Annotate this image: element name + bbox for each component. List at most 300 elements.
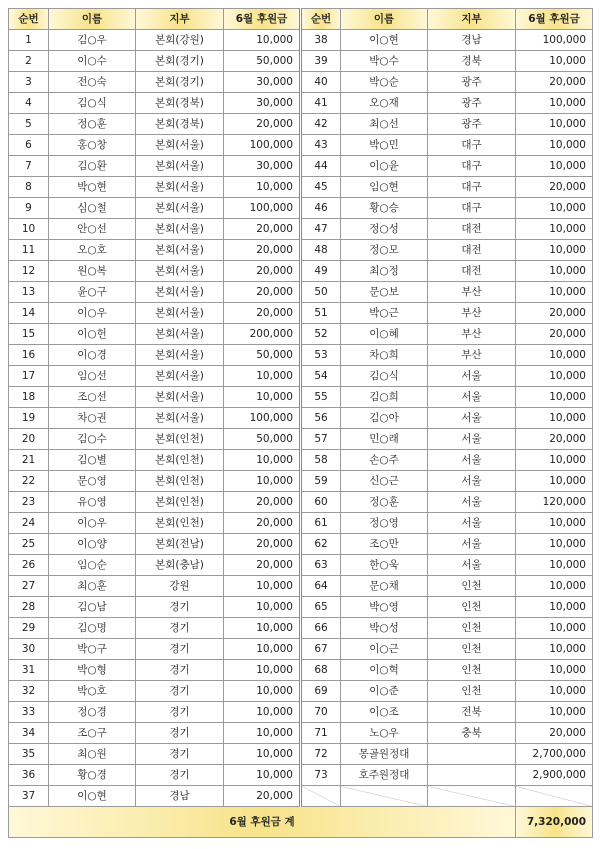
row-name: 차○권 xyxy=(49,408,136,429)
row-name: 정○훈 xyxy=(49,114,136,135)
header-no-right: 순번 xyxy=(301,9,341,30)
row-no: 36 xyxy=(9,765,49,786)
row-no: 38 xyxy=(301,30,341,51)
row-branch: 본회(서울) xyxy=(136,261,224,282)
row-branch: 본회(인천) xyxy=(136,492,224,513)
row-no: 21 xyxy=(9,450,49,471)
row-name: 이○혜 xyxy=(341,324,428,345)
row-amount: 30,000 xyxy=(224,156,301,177)
row-amount: 30,000 xyxy=(224,72,301,93)
row-name: 손○주 xyxy=(341,450,428,471)
row-name: 이○수 xyxy=(49,51,136,72)
table-row xyxy=(9,261,593,282)
row-no-empty xyxy=(301,786,341,807)
table-row xyxy=(9,471,593,492)
row-amount: 10,000 xyxy=(516,660,593,681)
row-branch: 본회(충남) xyxy=(136,555,224,576)
row-branch: 서울 xyxy=(428,534,516,555)
table-row xyxy=(9,135,593,156)
row-branch: 본회(서울) xyxy=(136,282,224,303)
row-no: 63 xyxy=(301,555,341,576)
row-amount: 20,000 xyxy=(516,72,593,93)
row-branch: 본회(서울) xyxy=(136,240,224,261)
table-row xyxy=(9,51,593,72)
row-amount: 200,000 xyxy=(224,324,301,345)
row-branch: 대전 xyxy=(428,219,516,240)
row-amount: 10,000 xyxy=(516,513,593,534)
table-row xyxy=(9,618,593,639)
row-branch: 서울 xyxy=(428,408,516,429)
row-no: 26 xyxy=(9,555,49,576)
row-no: 28 xyxy=(9,597,49,618)
row-name: 이○근 xyxy=(341,639,428,660)
row-amount: 2,700,000 xyxy=(516,744,593,765)
row-branch: 본회(서울) xyxy=(136,219,224,240)
row-no: 47 xyxy=(301,219,341,240)
row-amount: 10,000 xyxy=(224,618,301,639)
row-no: 64 xyxy=(301,576,341,597)
row-amount: 10,000 xyxy=(224,765,301,786)
row-name: 김○식 xyxy=(49,93,136,114)
row-branch: 인천 xyxy=(428,618,516,639)
row-amount: 120,000 xyxy=(516,492,593,513)
row-branch: 서울 xyxy=(428,450,516,471)
row-no: 3 xyxy=(9,72,49,93)
row-amount: 10,000 xyxy=(224,471,301,492)
row-branch: 경기 xyxy=(136,660,224,681)
table-row xyxy=(9,534,593,555)
row-no: 61 xyxy=(301,513,341,534)
row-name: 안○선 xyxy=(49,219,136,240)
row-name: 황○승 xyxy=(341,198,428,219)
row-amount: 50,000 xyxy=(224,345,301,366)
row-name: 김○우 xyxy=(49,30,136,51)
table-row xyxy=(9,219,593,240)
row-branch: 본회(인천) xyxy=(136,429,224,450)
row-no: 37 xyxy=(9,786,49,807)
row-no: 67 xyxy=(301,639,341,660)
table-row xyxy=(9,324,593,345)
row-no: 53 xyxy=(301,345,341,366)
row-no: 1 xyxy=(9,30,49,51)
row-amount: 20,000 xyxy=(516,177,593,198)
row-no: 40 xyxy=(301,72,341,93)
row-amount: 10,000 xyxy=(516,240,593,261)
row-name: 임○현 xyxy=(341,177,428,198)
row-no: 32 xyxy=(9,681,49,702)
row-name: 홍○창 xyxy=(49,135,136,156)
row-name: 박○영 xyxy=(341,597,428,618)
table-row xyxy=(9,576,593,597)
row-no: 12 xyxy=(9,261,49,282)
row-branch: 대구 xyxy=(428,198,516,219)
row-branch: 경기 xyxy=(136,681,224,702)
row-amount: 10,000 xyxy=(516,681,593,702)
row-branch: 서울 xyxy=(428,471,516,492)
row-branch: 경기 xyxy=(136,597,224,618)
row-name: 임○순 xyxy=(49,555,136,576)
row-name: 오○재 xyxy=(341,93,428,114)
row-amount: 20,000 xyxy=(224,282,301,303)
row-branch: 본회(서울) xyxy=(136,387,224,408)
row-branch: 본회(서울) xyxy=(136,177,224,198)
row-amount-empty xyxy=(516,786,593,807)
row-no: 59 xyxy=(301,471,341,492)
row-name: 조○만 xyxy=(341,534,428,555)
table-row xyxy=(9,765,593,786)
row-amount: 10,000 xyxy=(224,597,301,618)
row-name: 차○희 xyxy=(341,345,428,366)
row-no: 58 xyxy=(301,450,341,471)
row-name: 박○성 xyxy=(341,618,428,639)
row-amount: 10,000 xyxy=(224,660,301,681)
row-amount: 10,000 xyxy=(516,156,593,177)
row-name: 김○식 xyxy=(341,366,428,387)
row-name: 최○선 xyxy=(341,114,428,135)
row-no: 56 xyxy=(301,408,341,429)
table-row xyxy=(9,744,593,765)
row-no: 44 xyxy=(301,156,341,177)
table-row xyxy=(9,198,593,219)
row-branch: 본회(서울) xyxy=(136,303,224,324)
row-branch: 대전 xyxy=(428,261,516,282)
row-no: 62 xyxy=(301,534,341,555)
row-branch-empty xyxy=(428,786,516,807)
row-amount: 10,000 xyxy=(516,576,593,597)
header-branch-left: 지부 xyxy=(136,9,224,30)
table-row xyxy=(9,786,593,807)
table-row xyxy=(9,681,593,702)
row-branch: 경기 xyxy=(136,765,224,786)
row-name: 김○희 xyxy=(341,387,428,408)
row-no: 54 xyxy=(301,366,341,387)
row-branch xyxy=(428,744,516,765)
row-amount: 10,000 xyxy=(516,282,593,303)
row-branch: 경남 xyxy=(136,786,224,807)
row-branch: 강원 xyxy=(136,576,224,597)
row-no: 25 xyxy=(9,534,49,555)
row-branch: 광주 xyxy=(428,114,516,135)
row-amount: 10,000 xyxy=(516,345,593,366)
header-name-right: 이름 xyxy=(341,9,428,30)
row-branch: 본회(서울) xyxy=(136,324,224,345)
row-no: 23 xyxy=(9,492,49,513)
row-no: 51 xyxy=(301,303,341,324)
row-no: 68 xyxy=(301,660,341,681)
row-no: 15 xyxy=(9,324,49,345)
row-branch: 서울 xyxy=(428,492,516,513)
row-name: 이○경 xyxy=(49,345,136,366)
row-branch: 본회(인천) xyxy=(136,471,224,492)
row-amount: 10,000 xyxy=(516,198,593,219)
row-amount: 10,000 xyxy=(516,51,593,72)
row-amount: 10,000 xyxy=(516,219,593,240)
row-branch: 대구 xyxy=(428,156,516,177)
table-row xyxy=(9,366,593,387)
row-branch: 경기 xyxy=(136,744,224,765)
row-name: 박○구 xyxy=(49,639,136,660)
row-no: 27 xyxy=(9,576,49,597)
row-branch: 본회(서울) xyxy=(136,156,224,177)
row-name: 이○양 xyxy=(49,534,136,555)
row-no: 31 xyxy=(9,660,49,681)
row-name: 박○현 xyxy=(49,177,136,198)
row-name: 최○정 xyxy=(341,261,428,282)
row-amount: 20,000 xyxy=(516,324,593,345)
table-row xyxy=(9,282,593,303)
row-branch: 대구 xyxy=(428,135,516,156)
row-amount: 100,000 xyxy=(516,30,593,51)
row-no: 69 xyxy=(301,681,341,702)
row-amount: 30,000 xyxy=(224,93,301,114)
row-name: 김○명 xyxy=(49,618,136,639)
row-name: 박○민 xyxy=(341,135,428,156)
header-row xyxy=(9,9,593,30)
row-name: 박○수 xyxy=(341,51,428,72)
row-name: 한○욱 xyxy=(341,555,428,576)
row-name: 정○경 xyxy=(49,702,136,723)
total-label: 6월 후원금 계 xyxy=(9,807,516,838)
row-amount: 10,000 xyxy=(224,177,301,198)
row-name: 김○남 xyxy=(49,597,136,618)
row-amount: 20,000 xyxy=(224,513,301,534)
row-name: 전○숙 xyxy=(49,72,136,93)
row-amount: 100,000 xyxy=(224,198,301,219)
row-name: 유○영 xyxy=(49,492,136,513)
row-branch: 경남 xyxy=(428,30,516,51)
row-branch: 본회(경기) xyxy=(136,72,224,93)
row-amount: 50,000 xyxy=(224,429,301,450)
row-name: 몽골원정대 xyxy=(341,744,428,765)
row-amount: 20,000 xyxy=(224,219,301,240)
row-no: 19 xyxy=(9,408,49,429)
row-name: 이○윤 xyxy=(341,156,428,177)
row-no: 55 xyxy=(301,387,341,408)
row-no: 45 xyxy=(301,177,341,198)
row-amount: 10,000 xyxy=(224,387,301,408)
table-row xyxy=(9,408,593,429)
row-amount: 10,000 xyxy=(224,744,301,765)
row-no: 57 xyxy=(301,429,341,450)
row-no: 6 xyxy=(9,135,49,156)
row-no: 46 xyxy=(301,198,341,219)
row-branch: 본회(인천) xyxy=(136,513,224,534)
header-amount-right: 6월 후원금 xyxy=(516,9,593,30)
row-amount: 10,000 xyxy=(224,681,301,702)
row-name: 정○훈 xyxy=(341,492,428,513)
row-no: 14 xyxy=(9,303,49,324)
row-branch: 본회(서울) xyxy=(136,345,224,366)
row-amount: 10,000 xyxy=(516,135,593,156)
row-amount: 20,000 xyxy=(516,723,593,744)
row-branch: 전북 xyxy=(428,702,516,723)
row-name: 심○철 xyxy=(49,198,136,219)
row-branch: 인천 xyxy=(428,639,516,660)
row-name: 원○복 xyxy=(49,261,136,282)
row-name: 박○호 xyxy=(49,681,136,702)
row-amount: 10,000 xyxy=(224,702,301,723)
row-branch: 부산 xyxy=(428,324,516,345)
row-branch xyxy=(428,765,516,786)
total-row xyxy=(9,807,593,838)
row-name: 황○경 xyxy=(49,765,136,786)
table-row xyxy=(9,723,593,744)
row-no: 9 xyxy=(9,198,49,219)
row-no: 17 xyxy=(9,366,49,387)
row-amount: 20,000 xyxy=(224,114,301,135)
row-branch: 경기 xyxy=(136,702,224,723)
row-no: 39 xyxy=(301,51,341,72)
row-branch: 부산 xyxy=(428,282,516,303)
table-row xyxy=(9,555,593,576)
row-amount: 100,000 xyxy=(224,135,301,156)
table-row xyxy=(9,240,593,261)
row-amount: 10,000 xyxy=(516,93,593,114)
row-name: 노○우 xyxy=(341,723,428,744)
row-amount: 10,000 xyxy=(516,639,593,660)
table-row xyxy=(9,114,593,135)
row-no: 20 xyxy=(9,429,49,450)
row-branch: 본회(전남) xyxy=(136,534,224,555)
row-branch: 부산 xyxy=(428,345,516,366)
row-amount: 10,000 xyxy=(516,555,593,576)
row-name: 박○순 xyxy=(341,72,428,93)
row-no: 72 xyxy=(301,744,341,765)
row-branch: 경기 xyxy=(136,618,224,639)
row-branch: 부산 xyxy=(428,303,516,324)
table-row xyxy=(9,303,593,324)
row-name: 최○훈 xyxy=(49,576,136,597)
header-name-left: 이름 xyxy=(49,9,136,30)
row-name: 조○구 xyxy=(49,723,136,744)
row-branch: 본회(서울) xyxy=(136,135,224,156)
row-name: 조○선 xyxy=(49,387,136,408)
row-no: 60 xyxy=(301,492,341,513)
row-name: 이○우 xyxy=(49,513,136,534)
table-row xyxy=(9,156,593,177)
row-branch: 인천 xyxy=(428,681,516,702)
row-no: 41 xyxy=(301,93,341,114)
total-value: 7,320,000 xyxy=(516,807,593,838)
row-branch: 광주 xyxy=(428,72,516,93)
row-no: 29 xyxy=(9,618,49,639)
row-name: 이○혁 xyxy=(341,660,428,681)
header-no-left: 순번 xyxy=(9,9,49,30)
row-branch: 본회(경북) xyxy=(136,93,224,114)
row-amount: 20,000 xyxy=(224,555,301,576)
row-no: 11 xyxy=(9,240,49,261)
row-amount: 20,000 xyxy=(224,492,301,513)
row-no: 52 xyxy=(301,324,341,345)
row-branch: 인천 xyxy=(428,576,516,597)
row-amount: 10,000 xyxy=(224,576,301,597)
row-amount: 10,000 xyxy=(516,471,593,492)
header-branch-right: 지부 xyxy=(428,9,516,30)
table-row xyxy=(9,387,593,408)
row-branch: 본회(경북) xyxy=(136,114,224,135)
row-branch: 서울 xyxy=(428,366,516,387)
row-amount: 10,000 xyxy=(516,450,593,471)
row-amount: 10,000 xyxy=(516,702,593,723)
row-no: 66 xyxy=(301,618,341,639)
row-no: 22 xyxy=(9,471,49,492)
row-name: 정○영 xyxy=(341,513,428,534)
row-no: 16 xyxy=(9,345,49,366)
row-branch: 서울 xyxy=(428,429,516,450)
row-amount: 20,000 xyxy=(516,429,593,450)
row-branch: 인천 xyxy=(428,660,516,681)
row-name: 정○성 xyxy=(341,219,428,240)
row-amount: 10,000 xyxy=(224,723,301,744)
row-name: 박○형 xyxy=(49,660,136,681)
table-row xyxy=(9,492,593,513)
row-no: 43 xyxy=(301,135,341,156)
table-row xyxy=(9,429,593,450)
row-name: 박○근 xyxy=(341,303,428,324)
donation-table xyxy=(8,8,593,838)
row-branch: 인천 xyxy=(428,597,516,618)
row-name: 최○원 xyxy=(49,744,136,765)
row-amount: 20,000 xyxy=(224,534,301,555)
row-no: 8 xyxy=(9,177,49,198)
row-branch: 충북 xyxy=(428,723,516,744)
row-amount: 10,000 xyxy=(224,366,301,387)
row-branch: 경기 xyxy=(136,723,224,744)
row-no: 18 xyxy=(9,387,49,408)
donation-table-container xyxy=(8,8,592,838)
row-branch: 대전 xyxy=(428,240,516,261)
row-no: 2 xyxy=(9,51,49,72)
row-name: 문○영 xyxy=(49,471,136,492)
row-name: 이○우 xyxy=(49,303,136,324)
row-no: 48 xyxy=(301,240,341,261)
row-amount: 20,000 xyxy=(224,303,301,324)
row-name: 김○별 xyxy=(49,450,136,471)
row-name: 윤○구 xyxy=(49,282,136,303)
table-row xyxy=(9,450,593,471)
row-no: 4 xyxy=(9,93,49,114)
row-amount: 50,000 xyxy=(224,51,301,72)
row-branch: 대구 xyxy=(428,177,516,198)
row-no: 5 xyxy=(9,114,49,135)
row-amount: 10,000 xyxy=(516,534,593,555)
row-branch: 경북 xyxy=(428,51,516,72)
table-row xyxy=(9,72,593,93)
row-name: 신○근 xyxy=(341,471,428,492)
table-row xyxy=(9,597,593,618)
row-no: 34 xyxy=(9,723,49,744)
row-branch: 본회(서울) xyxy=(136,408,224,429)
table-row xyxy=(9,639,593,660)
row-amount: 100,000 xyxy=(224,408,301,429)
table-row xyxy=(9,702,593,723)
row-branch: 서울 xyxy=(428,513,516,534)
row-amount: 20,000 xyxy=(516,303,593,324)
row-branch: 본회(경기) xyxy=(136,51,224,72)
row-branch: 서울 xyxy=(428,387,516,408)
row-no: 13 xyxy=(9,282,49,303)
row-amount: 20,000 xyxy=(224,261,301,282)
row-name: 이○조 xyxy=(341,702,428,723)
row-branch: 서울 xyxy=(428,555,516,576)
row-name: 이○현 xyxy=(49,786,136,807)
table-row xyxy=(9,345,593,366)
table-row xyxy=(9,93,593,114)
row-no: 7 xyxy=(9,156,49,177)
row-amount: 10,000 xyxy=(516,618,593,639)
row-no: 33 xyxy=(9,702,49,723)
row-branch: 본회(서울) xyxy=(136,198,224,219)
